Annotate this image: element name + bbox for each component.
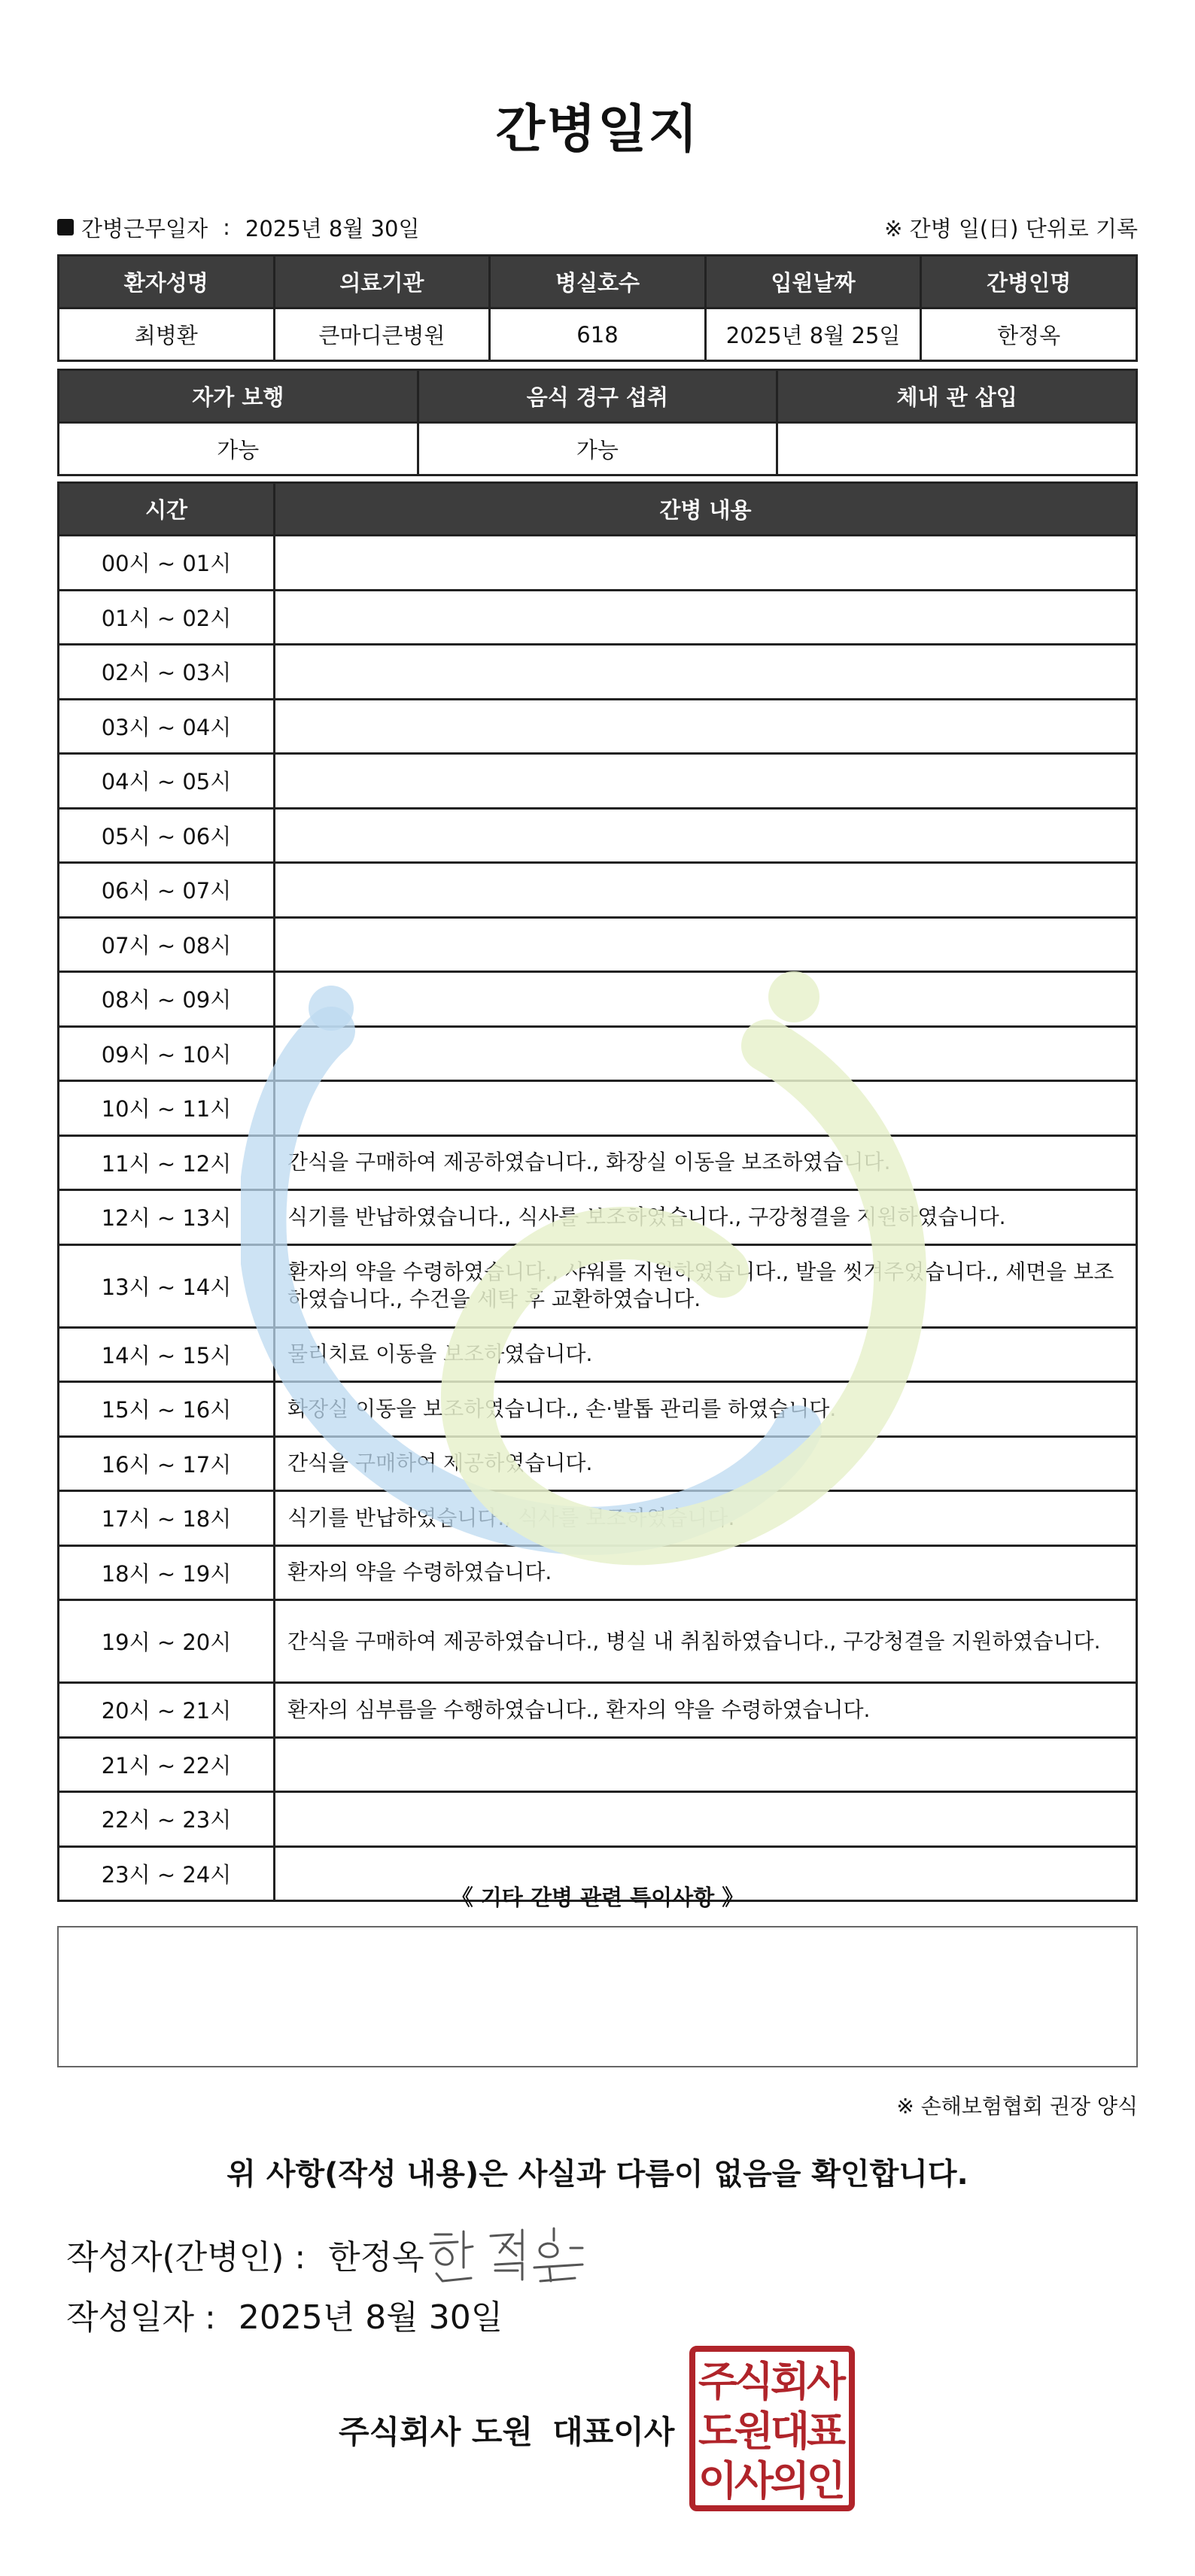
log-row: [59, 1737, 1137, 1792]
work-date-label: 간병근무일자: [81, 215, 208, 242]
log-time-cell: 04시 ~ 05시: [59, 754, 275, 809]
status-value-row: [59, 423, 1137, 475]
log-row: [59, 645, 1137, 700]
etc-title: 《 기타 간병 관련 특이사항 》: [451, 1885, 744, 1910]
svg-text:회: 회: [770, 2358, 810, 2405]
hospital: 큰마디큰병원: [274, 308, 490, 361]
log-time-cell: 16시 ~ 17시: [59, 1436, 275, 1491]
log-row: [59, 1792, 1137, 1847]
writer-name: 한정옥: [328, 2238, 424, 2277]
log-header-row: [59, 483, 1137, 536]
log-row: [59, 1683, 1137, 1738]
log-time-cell: 14시 ~ 15시: [59, 1327, 275, 1382]
status-table: [57, 369, 1138, 476]
log-time-cell: 10시 ~ 11시: [59, 1081, 275, 1136]
log-content-cell: 식기를 반납하였습니다., 식사를 보조하였습니다., 구강청결을 지원하였습니다.: [275, 1190, 1137, 1245]
log-content-cell: 화장실 이동을 보조하였습니다., 손·발톱 관리를 하였습니다.: [275, 1382, 1137, 1437]
header-hospital: 의료기관: [274, 256, 490, 308]
walking-status: 가능: [59, 423, 418, 475]
header-oral-intake: 음식 경구 섭취: [418, 370, 777, 423]
recommend-note: ※ 손해보험협회 권장 양식: [896, 2094, 1138, 2119]
log-time-cell: 15시 ~ 16시: [59, 1382, 275, 1437]
tube-status: [777, 423, 1137, 475]
svg-text:사: 사: [734, 2457, 774, 2505]
svg-text:식: 식: [734, 2358, 774, 2405]
log-time-cell: 07시 ~ 08시: [59, 917, 275, 972]
document-title: 간병일지: [495, 100, 700, 159]
patient-info-value-row: [59, 308, 1137, 361]
svg-text:대: 대: [770, 2407, 810, 2455]
meta-row: [57, 212, 1138, 242]
log-content-cell: 간식을 구매하여 제공하였습니다.: [275, 1436, 1137, 1491]
header-care-content: 간병 내용: [275, 483, 1137, 536]
log-row: [59, 863, 1137, 918]
status-header-row: [59, 370, 1137, 423]
caregiver-name: 한정옥: [921, 308, 1137, 361]
log-row: [59, 1081, 1137, 1136]
log-content-cell: [275, 808, 1137, 863]
log-row: [59, 917, 1137, 972]
patient-name: 최병환: [59, 308, 275, 361]
log-row: [59, 590, 1137, 645]
log-time-cell: 22시 ~ 23시: [59, 1792, 275, 1847]
svg-text:도: 도: [698, 2407, 738, 2455]
log-time-cell: 18시 ~ 19시: [59, 1545, 275, 1600]
header-caregiver: 간병인명: [921, 256, 1137, 308]
log-time-cell: 19시 ~ 20시: [59, 1600, 275, 1683]
header-room: 병실호수: [490, 256, 706, 308]
record-note: ※ 간병 일(日) 단위로 기록: [884, 215, 1138, 242]
log-content-cell: 간식을 구매하여 제공하였습니다., 화장실 이동을 보조하였습니다.: [275, 1135, 1137, 1190]
log-row: [59, 1190, 1137, 1245]
log-content-cell: 물리치료 이동을 보조하였습니다.: [275, 1327, 1137, 1382]
log-row: [59, 699, 1137, 754]
log-time-cell: 11시 ~ 12시: [59, 1135, 275, 1190]
log-time-cell: 02시 ~ 03시: [59, 645, 275, 700]
log-content-cell: 환자의 약을 수령하였습니다.: [275, 1545, 1137, 1600]
work-date: [57, 212, 420, 243]
log-row: [59, 1327, 1137, 1382]
svg-text:원: 원: [734, 2407, 774, 2455]
patient-info-header-row: [59, 256, 1137, 308]
log-content-cell: 간식을 구매하여 제공하였습니다., 병실 내 취침하였습니다., 구강청결을 지원하였습니다.: [275, 1600, 1137, 1683]
header-walking: 자가 보행: [59, 370, 418, 423]
svg-text:인: 인: [806, 2457, 847, 2505]
log-content-cell: [275, 863, 1137, 918]
log-time-cell: 01시 ~ 02시: [59, 590, 275, 645]
log-content-cell: [275, 754, 1137, 809]
handwritten-signature: [421, 2218, 602, 2286]
log-content-cell: [275, 1026, 1137, 1081]
header-admission-date: 입원날짜: [705, 256, 921, 308]
svg-text:사: 사: [806, 2358, 847, 2405]
log-time-cell: 08시 ~ 09시: [59, 972, 275, 1027]
log-row: [59, 972, 1137, 1027]
company-line: [339, 2407, 674, 2453]
log-row: [59, 1600, 1137, 1683]
company-name: 주식회사 도원: [339, 2413, 534, 2450]
svg-text:의: 의: [770, 2457, 810, 2505]
log-row: [59, 1491, 1137, 1546]
etc-content-box: [57, 1926, 1138, 2067]
log-time-cell: 20시 ~ 21시: [59, 1683, 275, 1738]
log-content-cell: 식기를 반납하였습니다., 식사를 보조하였습니다.: [275, 1491, 1137, 1546]
admission-date: 2025년 8월 25일: [705, 308, 921, 361]
header-time: 시간: [59, 483, 275, 536]
date-label: 작성일자 :: [66, 2298, 216, 2337]
svg-text:표: 표: [806, 2407, 847, 2455]
log-content-cell: [275, 590, 1137, 645]
log-time-cell: 09시 ~ 10시: [59, 1026, 275, 1081]
log-content-cell: [275, 972, 1137, 1027]
care-log-table: [57, 481, 1138, 1902]
svg-text:주: 주: [698, 2358, 738, 2405]
patient-info-table: [57, 254, 1138, 362]
log-content-cell: [275, 536, 1137, 591]
header-tube: 체내 관 삽입: [777, 370, 1137, 423]
date-value: 2025년 8월 30일: [238, 2298, 503, 2337]
square-bullet-icon: [57, 219, 74, 235]
writer-line: [66, 2230, 424, 2278]
log-time-cell: 05시 ~ 06시: [59, 808, 275, 863]
work-date-sep: :: [223, 214, 230, 240]
log-content-cell: [275, 1737, 1137, 1792]
company-seal-stamp: [688, 2344, 856, 2513]
log-row: [59, 1026, 1137, 1081]
log-content-cell: [275, 645, 1137, 700]
log-time-cell: 12시 ~ 13시: [59, 1190, 275, 1245]
date-line: [66, 2290, 503, 2338]
ceo-title: 대표이사: [552, 2413, 675, 2450]
confirm-statement: 위 사항(작성 내용)은 사실과 다름이 없음을 확인합니다.: [227, 2157, 968, 2192]
log-content-cell: [275, 1081, 1137, 1136]
log-row: [59, 1545, 1137, 1600]
log-content-cell: [275, 1792, 1137, 1847]
log-time-cell: 00시 ~ 01시: [59, 536, 275, 591]
log-content-cell: 환자의 약을 수령하였습니다., 샤워를 지원하였습니다., 발을 씻겨주었습니다., 세면을 보조하였습니다., 수건을 세탁 후 교환하였습니다.: [275, 1244, 1137, 1327]
log-time-cell: 13시 ~ 14시: [59, 1244, 275, 1327]
svg-text:이: 이: [698, 2457, 738, 2505]
log-row: [59, 536, 1137, 591]
log-row: [59, 1436, 1137, 1491]
oral-intake-status: 가능: [418, 423, 777, 475]
work-date-value: 2025년 8월 30일: [245, 215, 420, 242]
log-time-cell: 17시 ~ 18시: [59, 1491, 275, 1546]
log-row: [59, 1382, 1137, 1437]
log-time-cell: 06시 ~ 07시: [59, 863, 275, 918]
room-number: 618: [490, 308, 706, 361]
log-row: [59, 1244, 1137, 1327]
log-time-cell: 21시 ~ 22시: [59, 1737, 275, 1792]
log-row: [59, 1135, 1137, 1190]
log-time-cell: 03시 ~ 04시: [59, 699, 275, 754]
log-row: [59, 808, 1137, 863]
log-content-cell: 환자의 심부름을 수행하였습니다., 환자의 약을 수령하였습니다.: [275, 1683, 1137, 1738]
log-content-cell: [275, 699, 1137, 754]
log-time-cell: 23시 ~ 24시: [59, 1846, 275, 1901]
writer-label: 작성자(간병인) :: [66, 2238, 306, 2277]
header-patient-name: 환자성명: [59, 256, 275, 308]
log-content-cell: [275, 917, 1137, 972]
log-row: [59, 754, 1137, 809]
